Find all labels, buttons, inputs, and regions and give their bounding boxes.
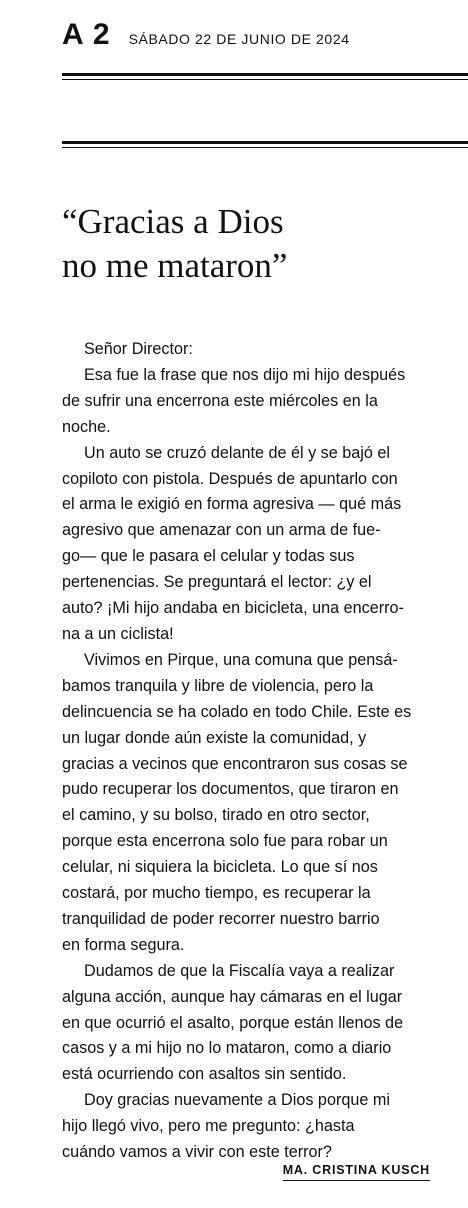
body-line: bamos tranquila y libre de violencia, pero la [62,676,374,695]
body-line: de sufrir una encerrona este miércoles en la [62,391,378,410]
body-line: agresivo que amenazar con un arma de fue- [62,521,381,540]
body-line: hijo llegó vivo, pero me pregunto: ¿hasta [62,1117,355,1136]
body-line: Esa fue la frase que nos dijo mi hijo después [84,365,406,384]
author-signature: MA. CRISTINA KUSCH [283,1163,430,1181]
body-line: pertenencias. Se preguntará el lector: ¿y el [62,573,372,592]
body-line: un lugar donde aún existe la comunidad, y [62,728,367,747]
body-line: en forma segura. [62,935,185,954]
section-rule-top [62,141,468,144]
body-line: casos y a mi hijo no lo mataron, como a diario [62,1039,392,1058]
page-header [62,18,350,52]
body-line: delincuencia se ha colado en todo Chile. Este es [62,702,412,721]
body-line: Vivimos en Pirque, una comuna que pensá- [84,650,398,669]
article-headline [62,200,462,288]
page-number: A 2 [62,18,111,51]
body-line: cuándo vamos a vivir con este terror? [62,1143,332,1162]
header-rule-bottom [62,79,468,80]
dateline: SÁBADO 22 DE JUNIO DE 2024 [128,31,350,47]
body-line: alguna acción, aunque hay cámaras en el lugar [62,987,403,1006]
body-line: copiloto con pistola. Después de apuntarlo con [62,469,398,488]
section-rule-bottom [62,147,468,148]
body-line: auto? ¡Mi hijo andaba en bicicleta, una encerro- [62,599,404,618]
body-line: go— que le pasara el celular y todas sus [62,547,355,566]
headline-line: “Gracias a Dios [62,202,284,241]
body-line: porque esta encerrona solo fue para robar un [62,832,388,851]
body-line: Un auto se cruzó delante de él y se bajó el [84,443,390,462]
body-line: na a un ciclista! [62,624,174,643]
body-line: está ocurriendo con asaltos sin sentido. [62,1065,347,1084]
body-line: celular, ni siquiera la bicicleta. Lo que sí nos [62,858,378,877]
body-line: el arma le exigió en forma agresiva — qué más [62,495,402,514]
body-line: tranquilidad de poder recorrer nuestro barrio [62,909,380,928]
body-line: pudo recuperar los documentos, que tiraron en [62,780,399,799]
body-line: noche. [62,417,111,436]
article-body [62,337,442,1166]
body-line: el camino, y su bolso, tirado en otro sector, [62,806,370,825]
body-line: costará, por mucho tiempo, es recuperar la [62,884,371,903]
body-line: Señor Director: [84,340,193,358]
header-rule-top [62,73,468,76]
body-line: gracias a vecinos que encontraron sus cosas se [62,754,408,773]
body-line: Dudamos de que la Fiscalía vaya a realizar [84,961,395,980]
body-line: Doy gracias nuevamente a Dios porque mi [84,1091,390,1110]
body-line: en que ocurrió el asalto, porque están llenos de [62,1013,404,1032]
headline-line: no me mataron” [62,246,288,285]
